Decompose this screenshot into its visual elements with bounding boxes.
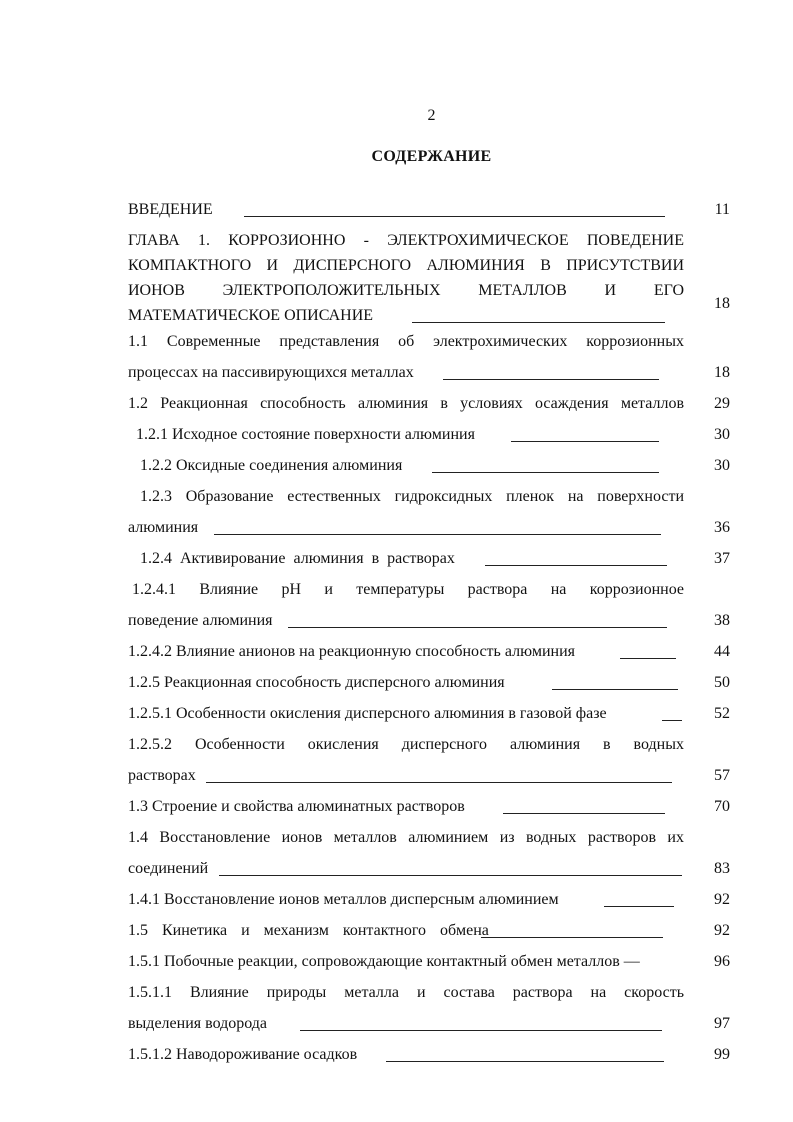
toc-entry-page: 18 [714, 295, 730, 312]
leader-line [386, 1061, 664, 1062]
toc-entry-text: 1.2.5.1 Особенности окисления дисперсного алюминия в газовой фазе [128, 705, 607, 722]
toc-entry-line: КОМПАКТНОГО И ДИСПЕРСНОГО АЛЮМИНИЯ В ПРИСУТСТВИИ [128, 257, 684, 274]
toc-entry-text: 1.4.1 Восстановление ионов металлов дисперсным алюминием [128, 891, 559, 908]
leader-line [620, 658, 676, 659]
leader-line [206, 782, 672, 783]
toc-entry-page: 30 [714, 457, 730, 474]
toc-entry-text: 1.2.5 Реакционная способность дисперсного алюминия [128, 674, 505, 691]
toc-entry-text: 1.2.1 Исходное состояние поверхности алюминия [136, 426, 475, 443]
leader-line [511, 441, 659, 442]
toc-entry-page: 92 [714, 891, 730, 908]
leader-line [481, 937, 663, 938]
leader-line [503, 813, 665, 814]
toc-entry-line: 1.4 Восстановление ионов металлов алюминием из водных растворов их [128, 829, 684, 846]
toc-entry-text: 1.5.1.2 Наводороживание осадков [128, 1046, 358, 1063]
toc-entry-line: алюминия [128, 519, 199, 536]
toc-entry-text: 1.2.4 Активирование алюминия в растворах [140, 550, 455, 567]
toc-entry-line: 1.2.5.2 Особенности окисления дисперсного алюминия в водных [128, 736, 684, 753]
toc-entry-text: 1.2.4.2 Влияние анионов на реакционную способность алюминия [128, 643, 575, 660]
toc-entry-page: 44 [714, 643, 730, 660]
leader-line [604, 906, 674, 907]
toc-entry-text: 1.3 Строение и свойства алюминатных растворов [128, 798, 465, 815]
toc-entry-page: 92 [714, 922, 730, 939]
toc-entry-page: 97 [714, 1015, 730, 1032]
toc-entry-page: 52 [714, 705, 730, 722]
toc-entry-text: 1.2.2 Оксидные соединения алюминия [140, 457, 403, 474]
toc-entry-line: МАТЕМАТИЧЕСКОЕ ОПИСАНИЕ [128, 307, 374, 324]
leader-line [300, 1030, 662, 1031]
toc-entry-page: 18 [714, 364, 730, 381]
toc-entry-text: 1.5.1 Побочные реакции, сопровождающие контактный обмен металлов — [128, 953, 640, 970]
toc-entry-page: 83 [714, 860, 730, 877]
toc-entry-line: процессах на пассивирующихся металлах [128, 364, 414, 381]
toc-entry-page: 70 [714, 798, 730, 815]
leader-line [219, 875, 682, 876]
toc-entry-line: ИОНОВ ЭЛЕКТРОПОЛОЖИТЕЛЬНЫХ МЕТАЛЛОВ И ЕГО [128, 282, 684, 299]
toc-entry-line: 1.2.4.1 Влияние рН и температуры раствора на коррозионное [132, 581, 684, 598]
toc-entry-line: 1.5.1.1 Влияние природы металла и состава раствора на скорость [128, 984, 684, 1001]
leader-line [214, 534, 661, 535]
toc-entry-page: 50 [714, 674, 730, 691]
toc-entry-text: 1.2 Реакционная способность алюминия в условиях осаждения металлов [128, 395, 684, 412]
leader-line [443, 379, 659, 380]
page-title: СОДЕРЖАНИЕ [371, 148, 492, 165]
toc-entry-line: растворах [128, 767, 196, 784]
leader-line [412, 322, 665, 323]
leader-line [662, 720, 682, 721]
toc-entry-page: 38 [714, 612, 730, 629]
toc-entry-line: поведение алюминия [128, 612, 273, 629]
toc-entry-page: 11 [714, 201, 730, 218]
toc-entry-page: 30 [714, 426, 730, 443]
toc-entry-line: выделения водорода [128, 1015, 268, 1032]
toc-entry-page: 29 [714, 395, 730, 412]
toc-entry-page: 57 [714, 767, 730, 784]
toc-entry-line: 1.1 Современные представления об электрохимических коррозионных [128, 333, 684, 350]
leader-line [288, 627, 667, 628]
leader-line [244, 216, 665, 217]
toc-entry-page: 99 [714, 1046, 730, 1063]
leader-line [432, 472, 659, 473]
toc-entry-text: ВВЕДЕНИЕ [128, 201, 213, 218]
leader-line [485, 565, 667, 566]
leader-line [552, 689, 678, 690]
toc-entry-line: соединений [128, 860, 209, 877]
toc-entry-page: 36 [714, 519, 730, 536]
page-number: 2 [427, 107, 436, 124]
toc-entry-page: 96 [714, 953, 730, 970]
toc-entry-text: 1.5 Кинетика и механизм контактного обмена [128, 922, 489, 939]
toc-entry-page: 37 [714, 550, 730, 567]
toc-entry-line: 1.2.3 Образование естественных гидроксидных пленок на поверхности [140, 488, 684, 505]
toc-entry-line: ГЛАВА 1. КОРРОЗИОННО - ЭЛЕКТРОХИМИЧЕСКОЕ ПОВЕДЕНИЕ [128, 232, 684, 249]
